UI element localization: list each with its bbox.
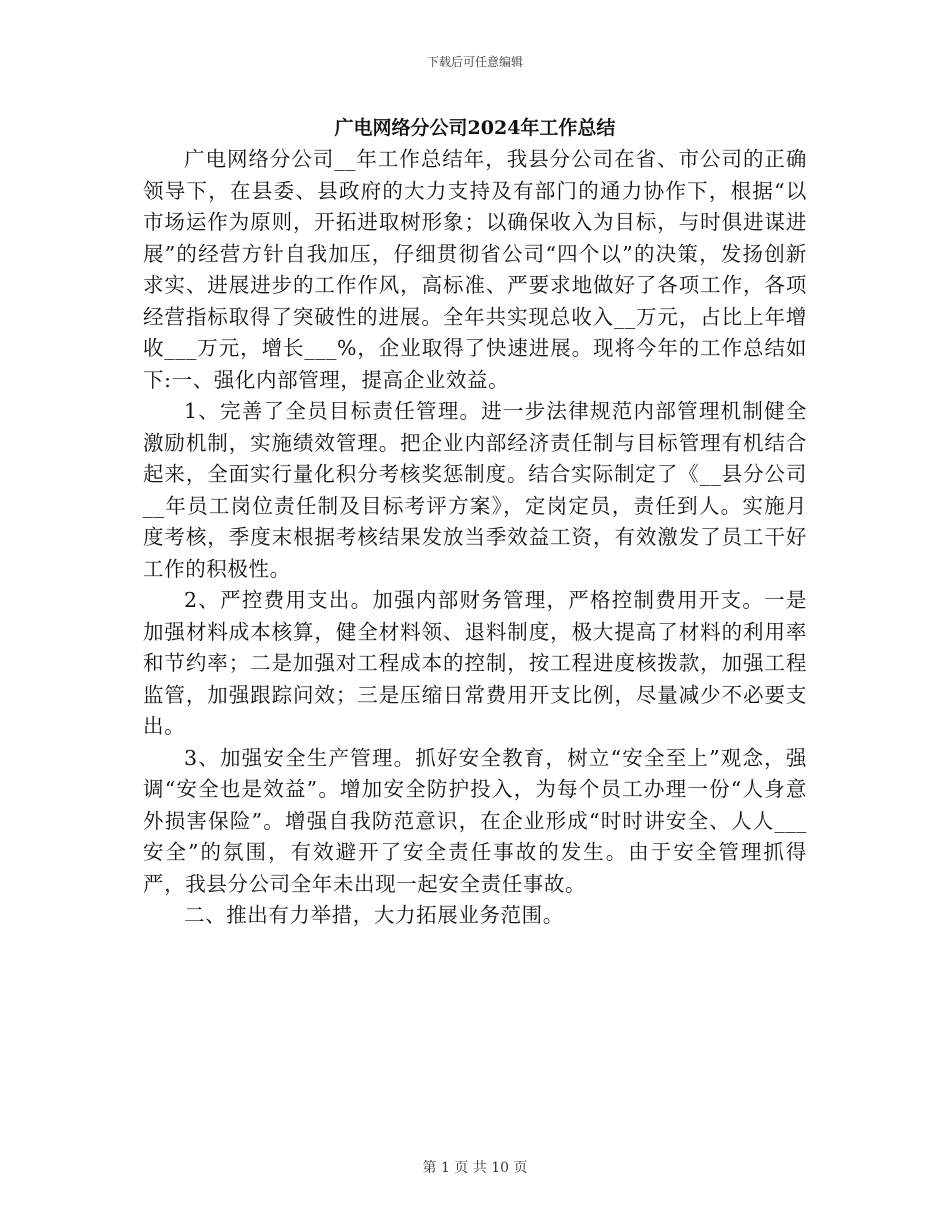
document-title: 广电网络分公司2024年工作总结 [334,117,616,139]
page-header-note: 下载后可任意编辑 [426,55,523,69]
document-body [143,144,807,932]
paragraph-item-1: 1、完善了全员目标责任管理。进一步法律规范内部管理机制健全激励机制，实施绩效管理。把企业内部经济责任制与目标管理有机结合起来，全面实行量化积分考核奖惩制度。结合实际制定了《__县分公司__年员工岗位责任制及目标考评方案》，定岗定员，责任到人。实施月度考核，季度末根据考核结果发放当季效益工资，有效激发了员工干好工作的积极性。 [143,399,807,581]
paragraph-intro: 广电网络分公司__年工作总结年，我县分公司在省、市公司的正确领导下，在县委、县政府的大力支持及有部门的通力协作下，根据“以市场运作为原则，开拓进取树形象；以确保收入为目标，与时俱进谋进展”的经营方针自我加压，仔细贯彻省公司“四个以”的决策，发扬创新求实、进展进步的工作作风，高标准、严要求地做好了各项工作，各项经营指标取得了突破性的进展。全年共实现总收入__万元，占比上年增收___万元，增长___%，企业取得了快速进展。现将今年的工作总结如下:一、强化内部管理，提高企业效益。 [143,147,807,392]
section-heading-2: 二、推出有力举措，大力拓展业务范围。 [184,903,564,927]
paragraph-item-2: 2、严控费用支出。加强内部财务管理，严格控制费用开支。一是加强材料成本核算，健全材料领、退料制度，极大提高了材料的利用率和节约率；二是加强对工程成本的控制，按工程进度核拨款，加强工程监管，加强跟踪问效；三是压缩日常费用开支比例，尽量减少不必要支出。 [143,588,807,738]
page-number-footer: 第 1 页 共 10 页 [422,1160,528,1176]
paragraph-item-3: 3、加强安全生产管理。抓好安全教育，树立“安全至上”观念，强调“安全也是效益”。增加安全防护投入，为每个员工办理一份“人身意外损害保险”。增强自我防范意识，在企业形成“时时讲安全、人人___安全”的氛围，有效避开了安全责任事故的发生。由于安全管理抓得严，我县分公司全年未出现一起安全责任事故。 [143,745,807,896]
